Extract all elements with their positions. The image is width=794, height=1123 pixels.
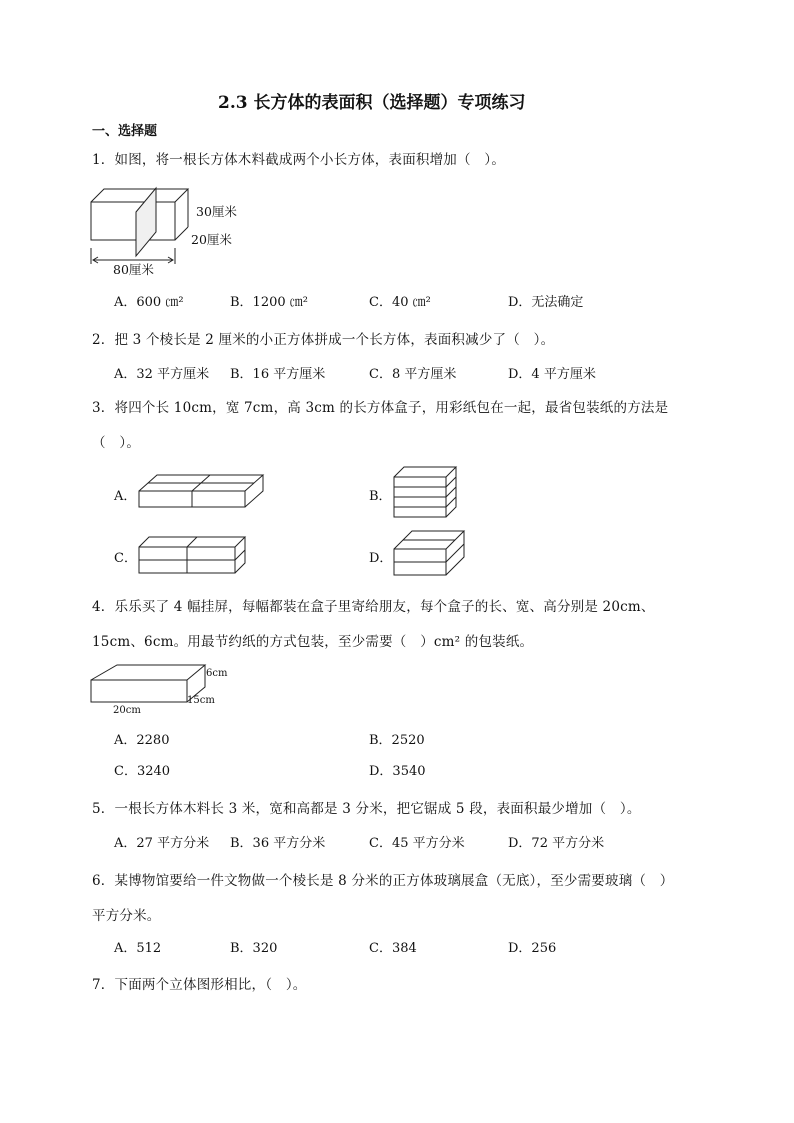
- q3-option-c[interactable]: C．: [114, 551, 137, 566]
- figure-4-height-label: 6cm: [206, 668, 228, 679]
- question-4-line1: 4．乐乐买了 4 幅挂屏，每幅都装在盒子里寄给朋友，每个盒子的长、宽、高分别是 20cm、: [92, 599, 655, 615]
- figure-1-width-label: 20厘米: [191, 232, 232, 247]
- q5-option-d[interactable]: D．72 平方分米: [508, 836, 605, 851]
- q4-option-a[interactable]: A．2280: [114, 733, 170, 748]
- q5-option-b[interactable]: B．36 平方分米: [230, 836, 326, 851]
- figure-4-length-label: 20cm: [113, 705, 141, 716]
- figure-1-length-label: 80厘米: [113, 262, 154, 277]
- q3-option-d-figure: [393, 530, 465, 578]
- q2-option-c[interactable]: C．8 平方厘米: [369, 367, 457, 382]
- q6-option-d[interactable]: D．256: [508, 941, 557, 956]
- q3-option-a-figure: [138, 472, 263, 512]
- page-title: 2.3 长方体的表面积（选择题）专项练习: [218, 93, 526, 113]
- q4-option-c[interactable]: C．3240: [114, 764, 171, 779]
- q2-option-a[interactable]: A．32 平方厘米: [114, 367, 210, 382]
- figure-1-height-label: 30厘米: [196, 204, 237, 219]
- q3-option-d[interactable]: D．: [369, 551, 393, 566]
- q5-option-a[interactable]: A．27 平方分米: [114, 836, 210, 851]
- q3-option-a[interactable]: A．: [114, 489, 137, 504]
- q6-option-b[interactable]: B．320: [230, 941, 278, 956]
- q6-option-c[interactable]: C．384: [369, 941, 417, 956]
- question-1-text: 1．如图，将一根长方体木料截成两个小长方体，表面积增加（ ）。: [92, 152, 506, 168]
- q2-option-d[interactable]: D．4 平方厘米: [508, 367, 596, 382]
- q1-option-d[interactable]: D．无法确定: [508, 295, 584, 310]
- question-5-text: 5．一根长方体木料长 3 米，宽和高都是 3 分米，把它锯成 5 段，表面积最少增加（ ）。: [92, 801, 641, 817]
- figure-4-width-label: 15cm: [187, 695, 215, 706]
- q3-option-b-figure: [393, 466, 463, 518]
- section-heading: 一、选择题: [92, 124, 158, 139]
- question-3-line2: （ ）。: [92, 435, 141, 451]
- q4-option-b[interactable]: B．2520: [369, 733, 425, 748]
- q5-option-c[interactable]: C．45 平方分米: [369, 836, 465, 851]
- q2-option-b[interactable]: B．16 平方厘米: [230, 367, 326, 382]
- q6-option-a[interactable]: A．512: [114, 941, 162, 956]
- question-3-line1: 3．将四个长 10cm，宽 7cm，高 3cm 的长方体盒子，用彩纸包在一起，最省包装纸的方法是: [92, 400, 669, 416]
- question-2-text: 2．把 3 个棱长是 2 厘米的小正方体拼成一个长方体，表面积减少了（ ）。: [92, 332, 555, 348]
- q1-option-a[interactable]: A．600 ㎝²: [114, 295, 184, 310]
- q4-option-d[interactable]: D．3540: [369, 764, 426, 779]
- q3-option-c-figure: [138, 536, 248, 576]
- q1-option-b[interactable]: B．1200 ㎝²: [230, 295, 308, 310]
- question-4-line2: 15cm、6cm。用最节约纸的方式包装，至少需要（ ）cm² 的包装纸。: [92, 634, 534, 650]
- q1-option-c[interactable]: C．40 ㎝²: [369, 295, 431, 310]
- q3-option-b[interactable]: B．: [369, 489, 392, 504]
- question-6-line2: 平方分米。: [92, 908, 161, 924]
- question-7-text: 7．下面两个立体图形相比，（ ）。: [92, 977, 307, 993]
- question-6-line1: 6．某博物馆要给一件文物做一个棱长是 8 分米的正方体玻璃展盒（无底），至少需要玻璃（ ）: [92, 873, 674, 889]
